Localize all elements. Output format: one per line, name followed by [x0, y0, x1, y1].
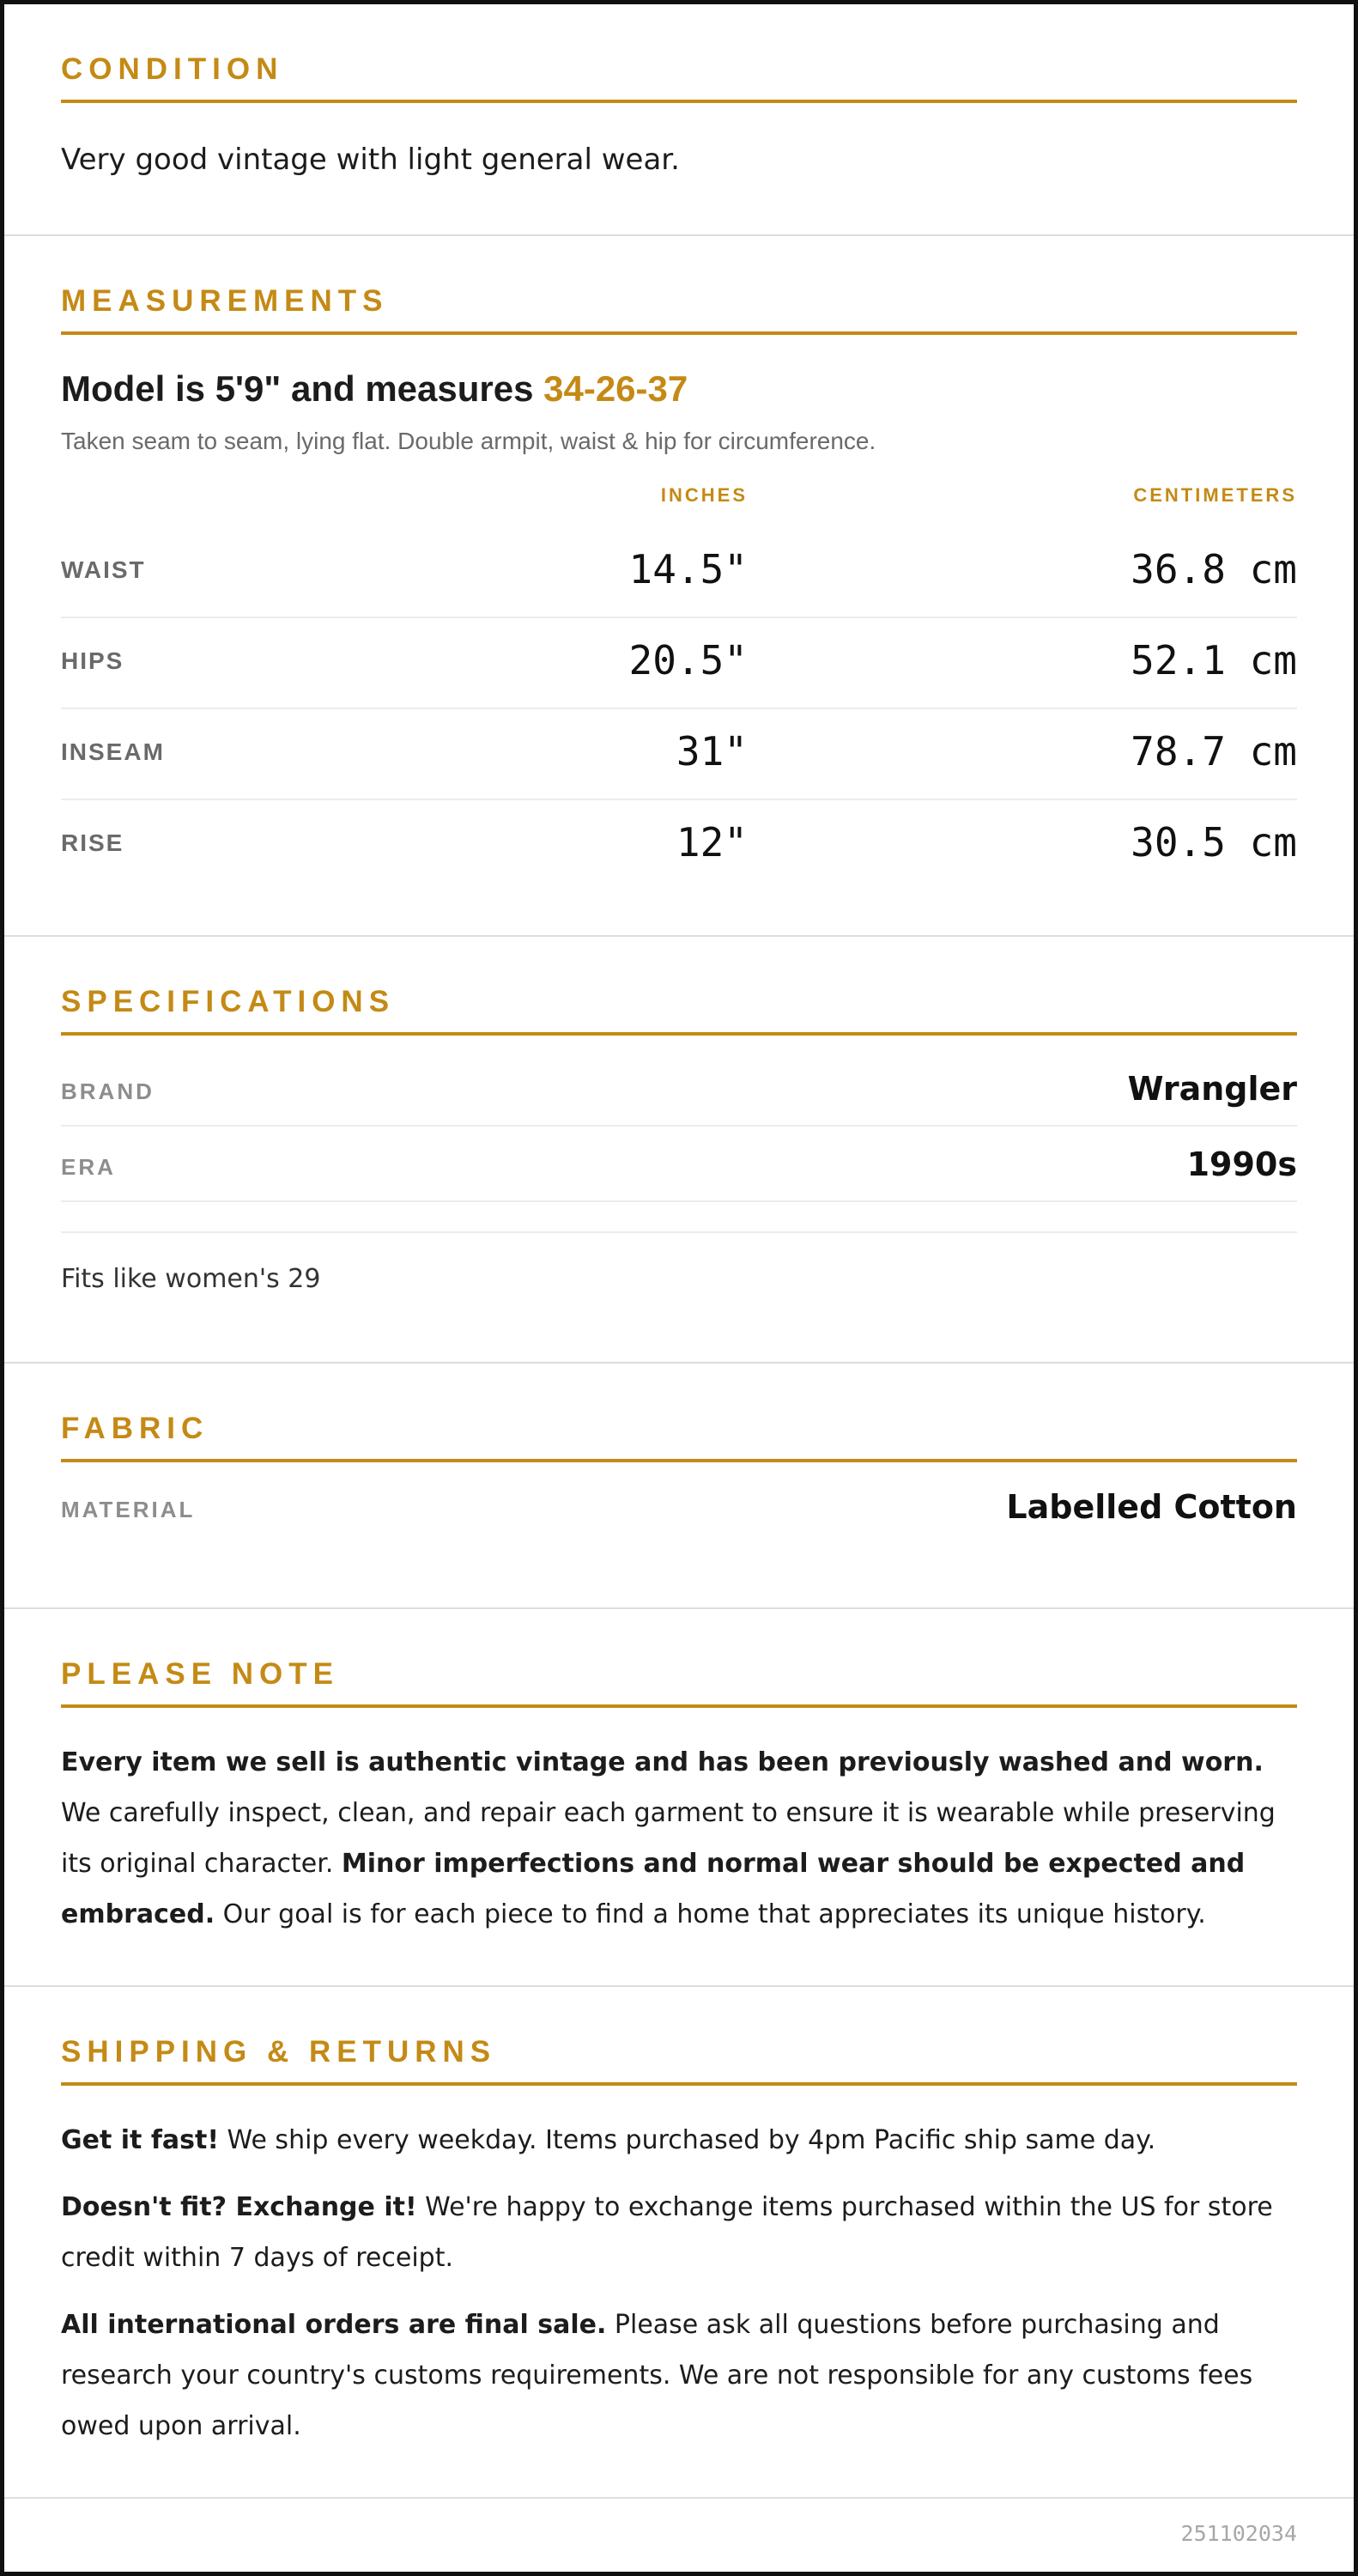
condition-text: Very good vintage with light general wear. [61, 143, 680, 177]
era-label: ERA [61, 1154, 116, 1180]
measurement-cm: 78.7 cm [1131, 728, 1297, 775]
measurement-label: INSEAM [61, 738, 165, 765]
specifications-section [4, 937, 1354, 1364]
shipping-paragraph-3 [61, 2300, 1297, 2451]
spec-row-era [61, 1127, 1297, 1202]
measurement-note: Taken seam to seam, lying flat. Double armpit, waist & hip for circumference. [61, 428, 876, 454]
fabric-row-material [61, 1469, 1297, 1543]
model-prefix: Model is 5'9" and measures [61, 368, 544, 409]
measurement-inches: 14.5" [628, 546, 748, 592]
please-note-section [4, 1609, 1354, 1987]
measurement-inches: 31" [676, 728, 748, 775]
fit-note: Fits like women's 29 [61, 1264, 321, 1294]
measurement-inches: 12" [676, 819, 748, 866]
shipping-text-1: We ship every weekday. Items purchased by 4pm Pacific ship same day. [219, 2125, 1156, 2155]
shipping-section [4, 1987, 1354, 2499]
measurement-inches: 20.5" [628, 637, 748, 683]
shipping-paragraph-2 [61, 2182, 1297, 2283]
centimeters-column-header: CENTIMETERS [1133, 484, 1297, 506]
condition-section [4, 4, 1354, 236]
shipping-text-3: Please ask all questions before purchasing and research your country's customs requirements. We are not responsible for any customs fees owed upon arrival. [61, 2310, 1253, 2441]
shipping-bold-1: Get it fast! [61, 2125, 219, 2155]
shipping-bold-2: Doesn't fit? Exchange it! [61, 2192, 417, 2222]
measurement-table [61, 527, 1297, 890]
measurement-row-hips [61, 618, 1297, 709]
model-measures: 34-26-37 [543, 368, 688, 409]
measurement-cm: 36.8 cm [1131, 546, 1297, 592]
measurement-label: RISE [61, 829, 124, 856]
brand-label: BRAND [61, 1078, 155, 1104]
please-note-bold-1: Every item we sell is authentic vintage and has been previously washed and worn. [61, 1747, 1264, 1777]
brand-value: Wrangler [1127, 1070, 1297, 1108]
please-note-text [61, 1737, 1297, 1940]
material-label: MATERIAL [61, 1497, 196, 1522]
specifications-heading: SPECIFICATIONS [61, 937, 1297, 1036]
measurement-row-waist [61, 527, 1297, 618]
measurement-row-rise [61, 800, 1297, 890]
inches-column-header: INCHES [660, 484, 748, 506]
please-note-text-1: We carefully inspect, clean, and repair each garment to ensure it is wearable while preserving its original character. [61, 1798, 1276, 1879]
please-note-text-2: Our goal is for each piece to find a home that appreciates its unique history. [215, 1899, 1206, 1929]
shipping-paragraph-1 [61, 2115, 1297, 2166]
shipping-heading: SHIPPING & RETURNS [61, 1987, 1297, 2086]
please-note-heading: PLEASE NOTE [61, 1609, 1297, 1708]
material-value: Labelled Cotton [1006, 1488, 1297, 1526]
measurement-label: HIPS [61, 647, 124, 674]
measurement-row-inseam [61, 709, 1297, 800]
please-note-bold-2: Minor imperfections and normal wear should be expected and embraced. [61, 1849, 1246, 1929]
fabric-section [4, 1364, 1354, 1609]
fabric-heading: FABRIC [61, 1364, 1297, 1462]
measurements-section [4, 236, 1354, 937]
model-measurements-line [61, 368, 1297, 409]
spec-row-brand [61, 1051, 1297, 1127]
condition-heading: CONDITION [61, 4, 1297, 103]
shipping-text-2: We're happy to exchange items purchased within the US for store credit within 7 days of receipt. [61, 2192, 1273, 2273]
measurement-column-headers [61, 484, 1297, 527]
era-value: 1990s [1186, 1145, 1297, 1183]
measurement-cm: 52.1 cm [1131, 637, 1297, 683]
measurements-heading: MEASUREMENTS [61, 236, 1297, 335]
product-id: 251102034 [1180, 2521, 1297, 2546]
measurement-label: WAIST [61, 556, 146, 583]
measurement-cm: 30.5 cm [1131, 819, 1297, 866]
shipping-bold-3: All international orders are final sale. [61, 2310, 607, 2340]
